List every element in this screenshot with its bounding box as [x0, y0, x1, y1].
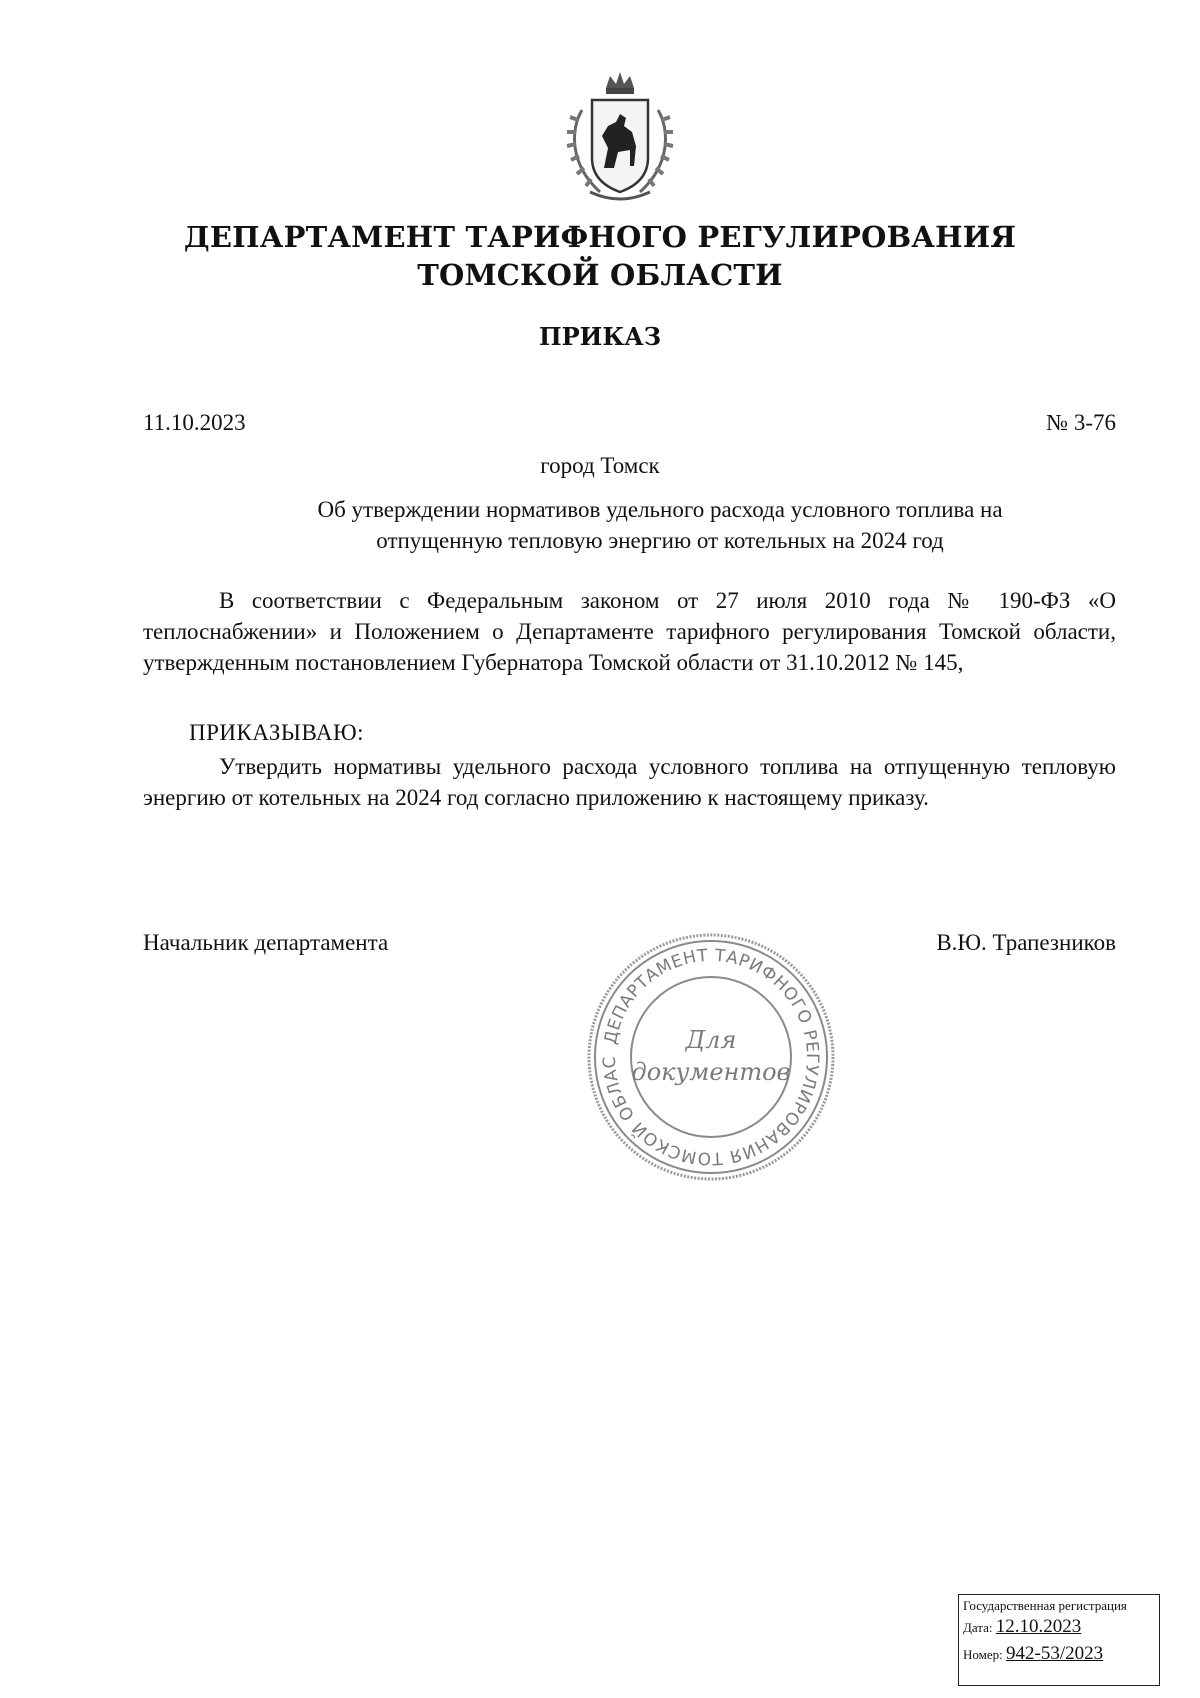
order-number: № 3-76	[1046, 410, 1116, 435]
order-directive-word: ПРИКАЗЫВАЮ:	[189, 720, 365, 745]
signatory-position: Начальник департамента	[143, 930, 389, 955]
department-title-line1: ДЕПАРТАМЕНТ ТАРИФНОГО РЕГУЛИРОВАНИЯ	[183, 220, 1017, 254]
preamble-paragraph: В соответствии с Федеральным законом от 27 июля 2010 года № 190-ФЗ «О теплоснабжении» и Положением о Департаменте тарифного регулирования Томской области, утвержденным постановлением Губернатора Томской области от 31.10.2012 № 145,	[143, 588, 1116, 675]
registration-title: Государственная регистрация	[963, 1598, 1127, 1613]
registration-number-value: 942-53/2023	[1006, 1643, 1104, 1664]
registration-box	[958, 1594, 1160, 1686]
stamp-center-line2: документов	[631, 1058, 791, 1086]
subject-line1: Об утверждении нормативов удельного расхода условного топлива на	[317, 497, 1003, 522]
stamp-ring-text: ДЕПАРТАМЕНТ ТАРИФНОГО РЕГУЛИРОВАНИЯ ТОМСКОЙ ОБЛАС	[599, 945, 823, 1169]
registration-date-label: Дата:	[963, 1620, 993, 1635]
city-line: город Томск	[540, 453, 660, 478]
department-title	[0, 218, 1200, 294]
registration-number-label: Номер:	[963, 1647, 1003, 1662]
registration-date-row	[963, 1614, 1155, 1641]
subject-line2: отпущенную тепловую энергию от котельных на 2024 год	[376, 528, 944, 553]
order-subject	[250, 494, 1070, 556]
coat-of-arms-icon	[560, 70, 680, 210]
stamp-center-line1: Для	[685, 1026, 737, 1054]
document-type-heading: ПРИКАЗ	[538, 322, 662, 351]
registration-date-value: 12.10.2023	[995, 1616, 1082, 1637]
order-date: 11.10.2023	[143, 410, 246, 435]
official-stamp	[584, 930, 838, 1184]
department-title-line2: ТОМСКОЙ ОБЛАСТИ	[417, 258, 783, 292]
signatory-name: В.Ю. Трапезников	[936, 930, 1116, 955]
registration-number-row	[963, 1641, 1155, 1668]
order-body-paragraph: Утвердить нормативы удельного расхода условного топлива на отпущенную тепловую энергию от котельных на 2024 год согласно приложению к настоящему приказу.	[143, 754, 1116, 810]
